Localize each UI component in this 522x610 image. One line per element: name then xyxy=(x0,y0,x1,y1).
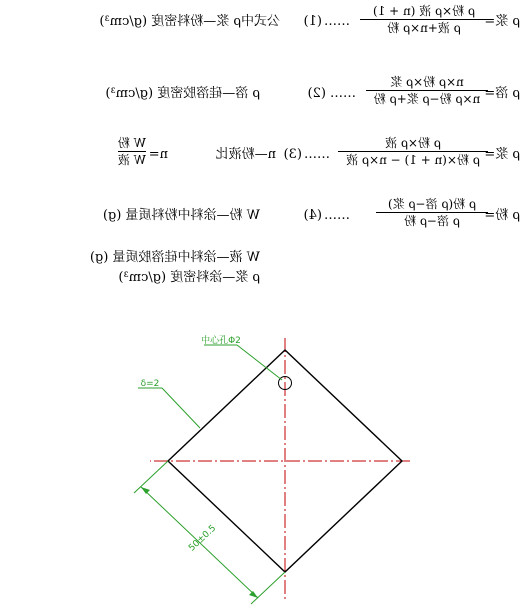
formula-2-numerator: n×ρ 粉×ρ 浆 xyxy=(390,75,464,89)
formula-2-description: ρ 溶—硅溶胶密度 (g/cm³) xyxy=(105,86,260,101)
formula-1-lhs: ρ 浆= xyxy=(484,14,520,29)
formula-3-denominator: ρ 粉×(n + 1) − n×ρ 液 xyxy=(346,153,480,167)
formula-1-dots: …… xyxy=(324,14,350,29)
formula-3-dots: …… xyxy=(304,147,330,162)
thickness-leader-line xyxy=(162,388,200,428)
formula-2-dots: …… xyxy=(330,86,356,101)
dim-extension-top xyxy=(134,461,168,493)
dim-arrow-top xyxy=(141,487,150,494)
formula-3-number: (3) xyxy=(283,147,302,162)
formula-1-denominator: ρ 液+n×ρ 粉 xyxy=(387,21,461,35)
formula-4-number: (4) xyxy=(303,208,322,223)
formula-4-denominator: ρ 溶−ρ 粉 xyxy=(404,214,460,228)
center-hole-label: 中心孔Φ2 xyxy=(201,336,241,346)
ratio-lhs: n= xyxy=(148,147,168,162)
definition-rho-slurry: ρ 浆—涂料密度 (g/cm³) xyxy=(118,270,260,285)
formula-1-description: 公式中ρ 浆—粉料密度 (g/cm³) xyxy=(99,14,280,29)
ratio-numerator: W 粉 xyxy=(117,136,146,150)
definition-w-liquid: W 液—涂料中硅溶胶质量 (g) xyxy=(89,250,260,265)
dim-extension-bottom xyxy=(251,572,285,604)
ratio-denominator: W 液 xyxy=(117,153,146,167)
dim-arrow-bottom xyxy=(249,591,258,598)
formula-4-description: W 粉—涂料中粉料质量 (g) xyxy=(102,208,260,223)
side-dimension-label: 50±0.5 xyxy=(187,523,219,554)
formula-1-numerator: ρ 粉×ρ 液 (n + 1) xyxy=(372,4,476,18)
formula-4-lhs: ρ 粉= xyxy=(484,208,520,223)
formula-3-description: n—粉液比 xyxy=(215,147,276,162)
formula-1-number: (1) xyxy=(303,14,322,29)
formula-4-dots: …… xyxy=(324,208,350,223)
thickness-label: δ=2 xyxy=(140,379,160,389)
formula-3-numerator: ρ 粉×ρ 液 xyxy=(385,136,441,150)
formula-4-numerator: ρ 粉(ρ 溶−ρ 浆) xyxy=(387,197,477,211)
formula-2-lhs: ρ 溶= xyxy=(484,86,520,101)
formula-2-number: (2) xyxy=(307,86,326,101)
formula-3-lhs: ρ 浆= xyxy=(484,147,520,162)
formula-2-denominator: n×ρ 粉−ρ 浆+ρ 粉 xyxy=(373,92,481,106)
